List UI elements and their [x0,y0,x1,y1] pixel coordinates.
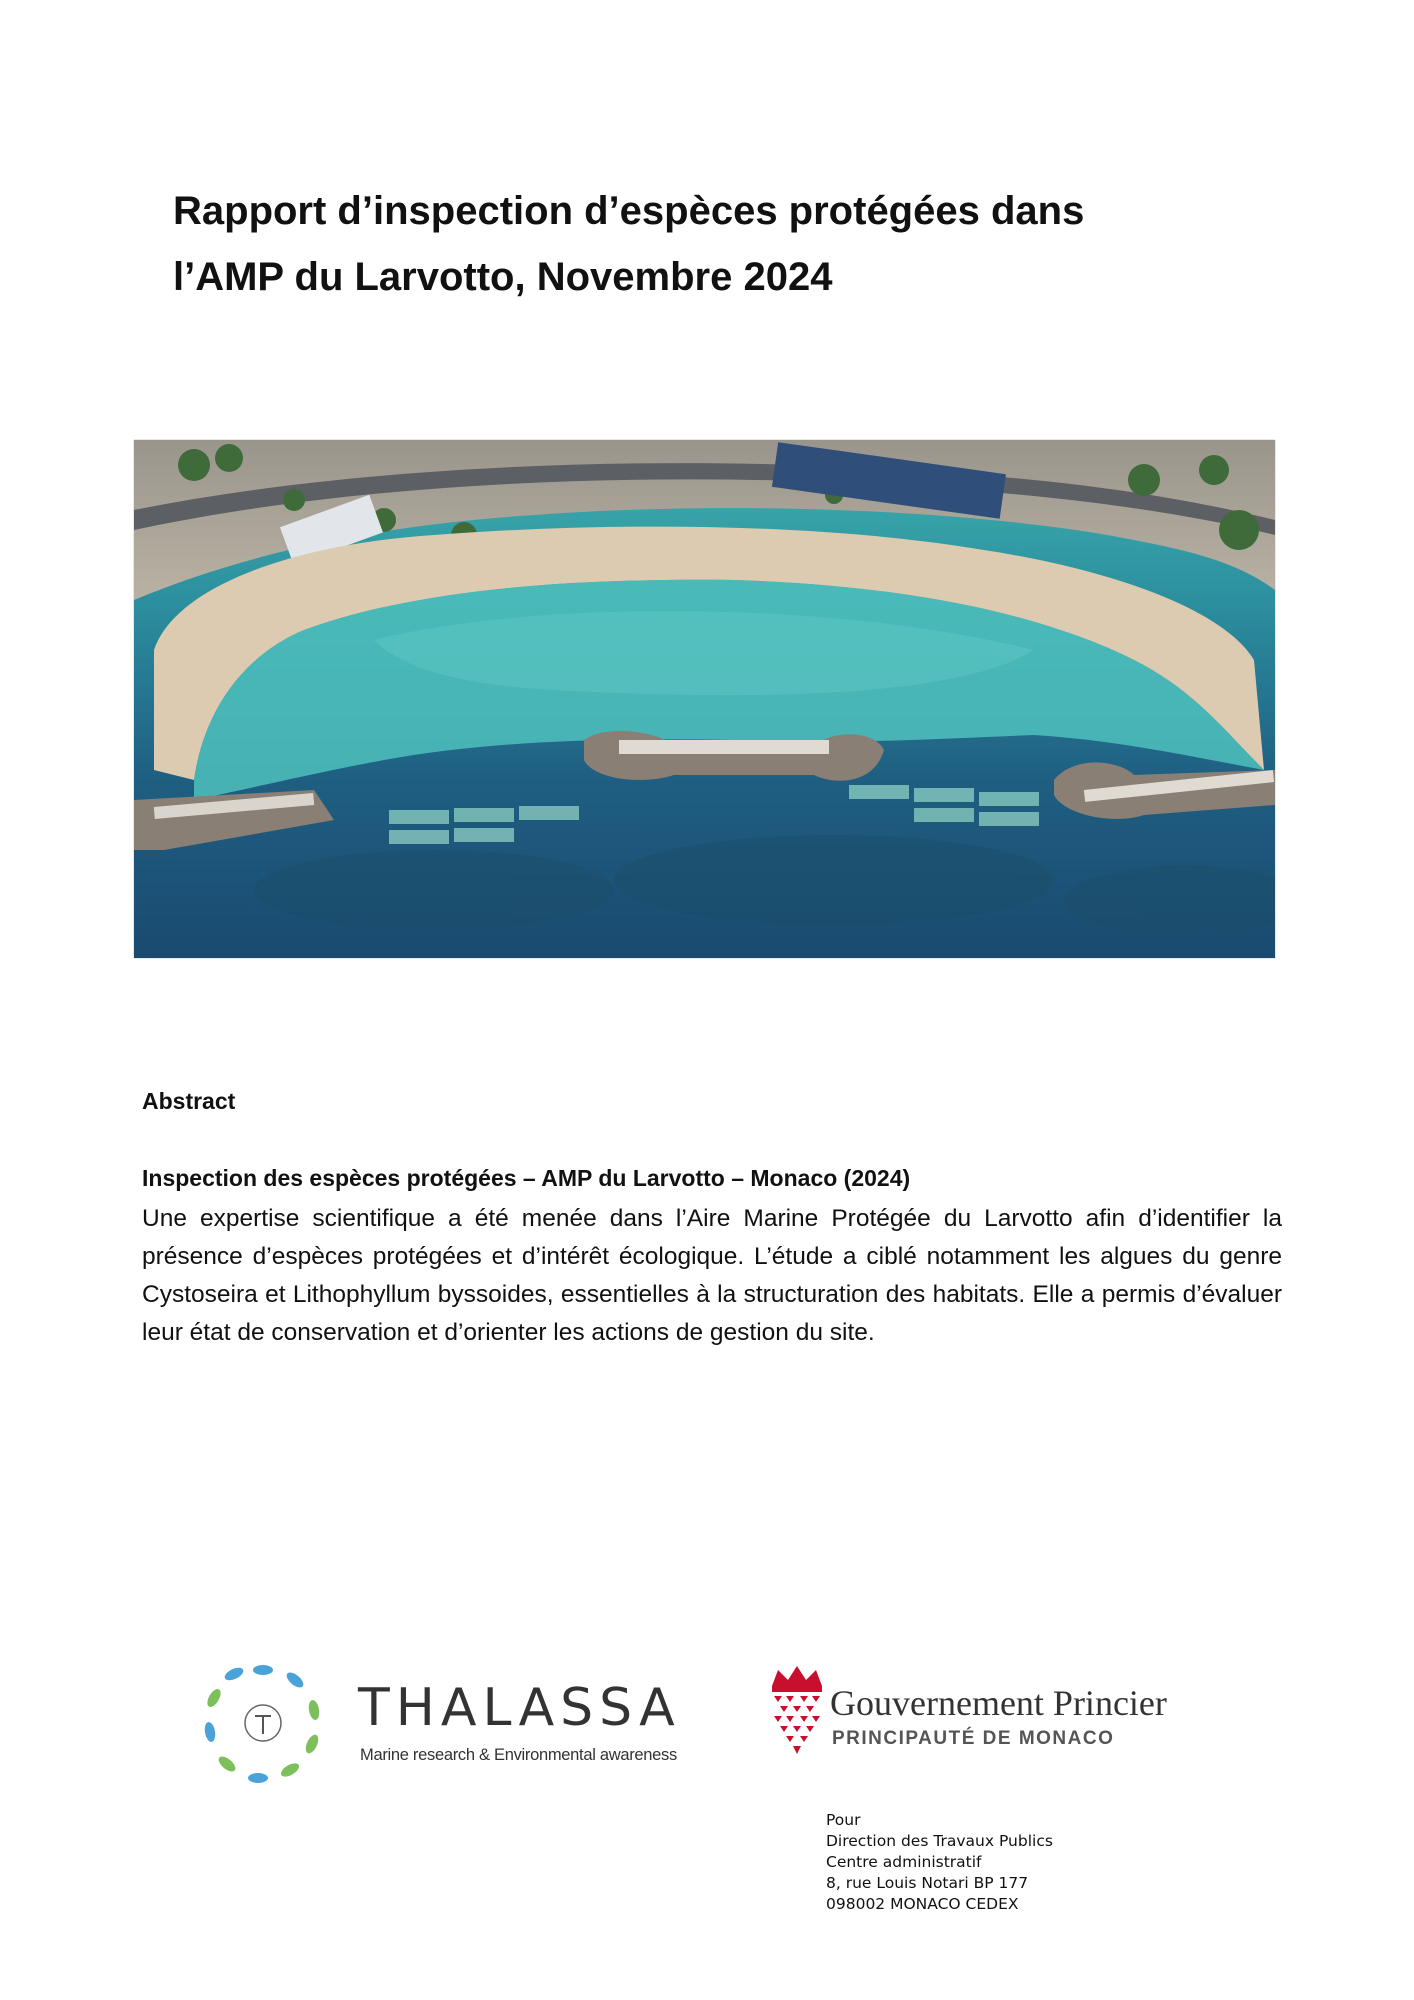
abstract-subheading: Inspection des espèces protégées – AMP du Larvotto – Monaco (2024) [142,1165,911,1191]
address-line: Pour [826,1811,861,1829]
abstract-body: Une expertise scientifique a été menée dans l’Aire Marine Protégée du Larvotto afin d’identifier la présence d’espèces protégées et d’intérêt écologique. L’étude a ciblé notamment les algues du genre Cystoseira et Lithophyllum byssoides, essentielles à la structuration des habitats. Elle a permis d’évaluer leur état de conservation et d’orienter les actions de gestion du site. [142,1205,1282,1346]
address-line: Centre administratif [826,1853,982,1871]
aerial-photo-illustration [134,440,1275,958]
thalassa-logo [200,1660,690,1786]
fish-ring-icon [200,1660,326,1786]
monaco-crown-crest-icon [762,1664,832,1760]
title-line-2: l’AMP du Larvotto, Novembre 2024 [173,255,833,299]
government-subtitle: PRINCIPAUTÉ DE MONACO [832,1728,1115,1749]
recipient-address [826,1810,1053,1915]
thalassa-wordmark: THALASSA [358,1678,681,1738]
thalassa-tagline: Marine research & Environmental awareness [360,1746,677,1764]
government-name: Gouvernement Princier [830,1683,1167,1723]
cover-aerial-photo [134,440,1275,958]
title-line-1: Rapport d’inspection d’espèces protégées dans [173,189,1085,233]
address-line: Direction des Travaux Publics [826,1832,1053,1850]
abstract-heading: Abstract [142,1088,236,1114]
address-line: 098002 MONACO CEDEX [826,1895,1019,1913]
document-title [173,178,1173,310]
government-logo [762,1664,1232,1764]
address-line: 8, rue Louis Notari BP 177 [826,1874,1029,1892]
